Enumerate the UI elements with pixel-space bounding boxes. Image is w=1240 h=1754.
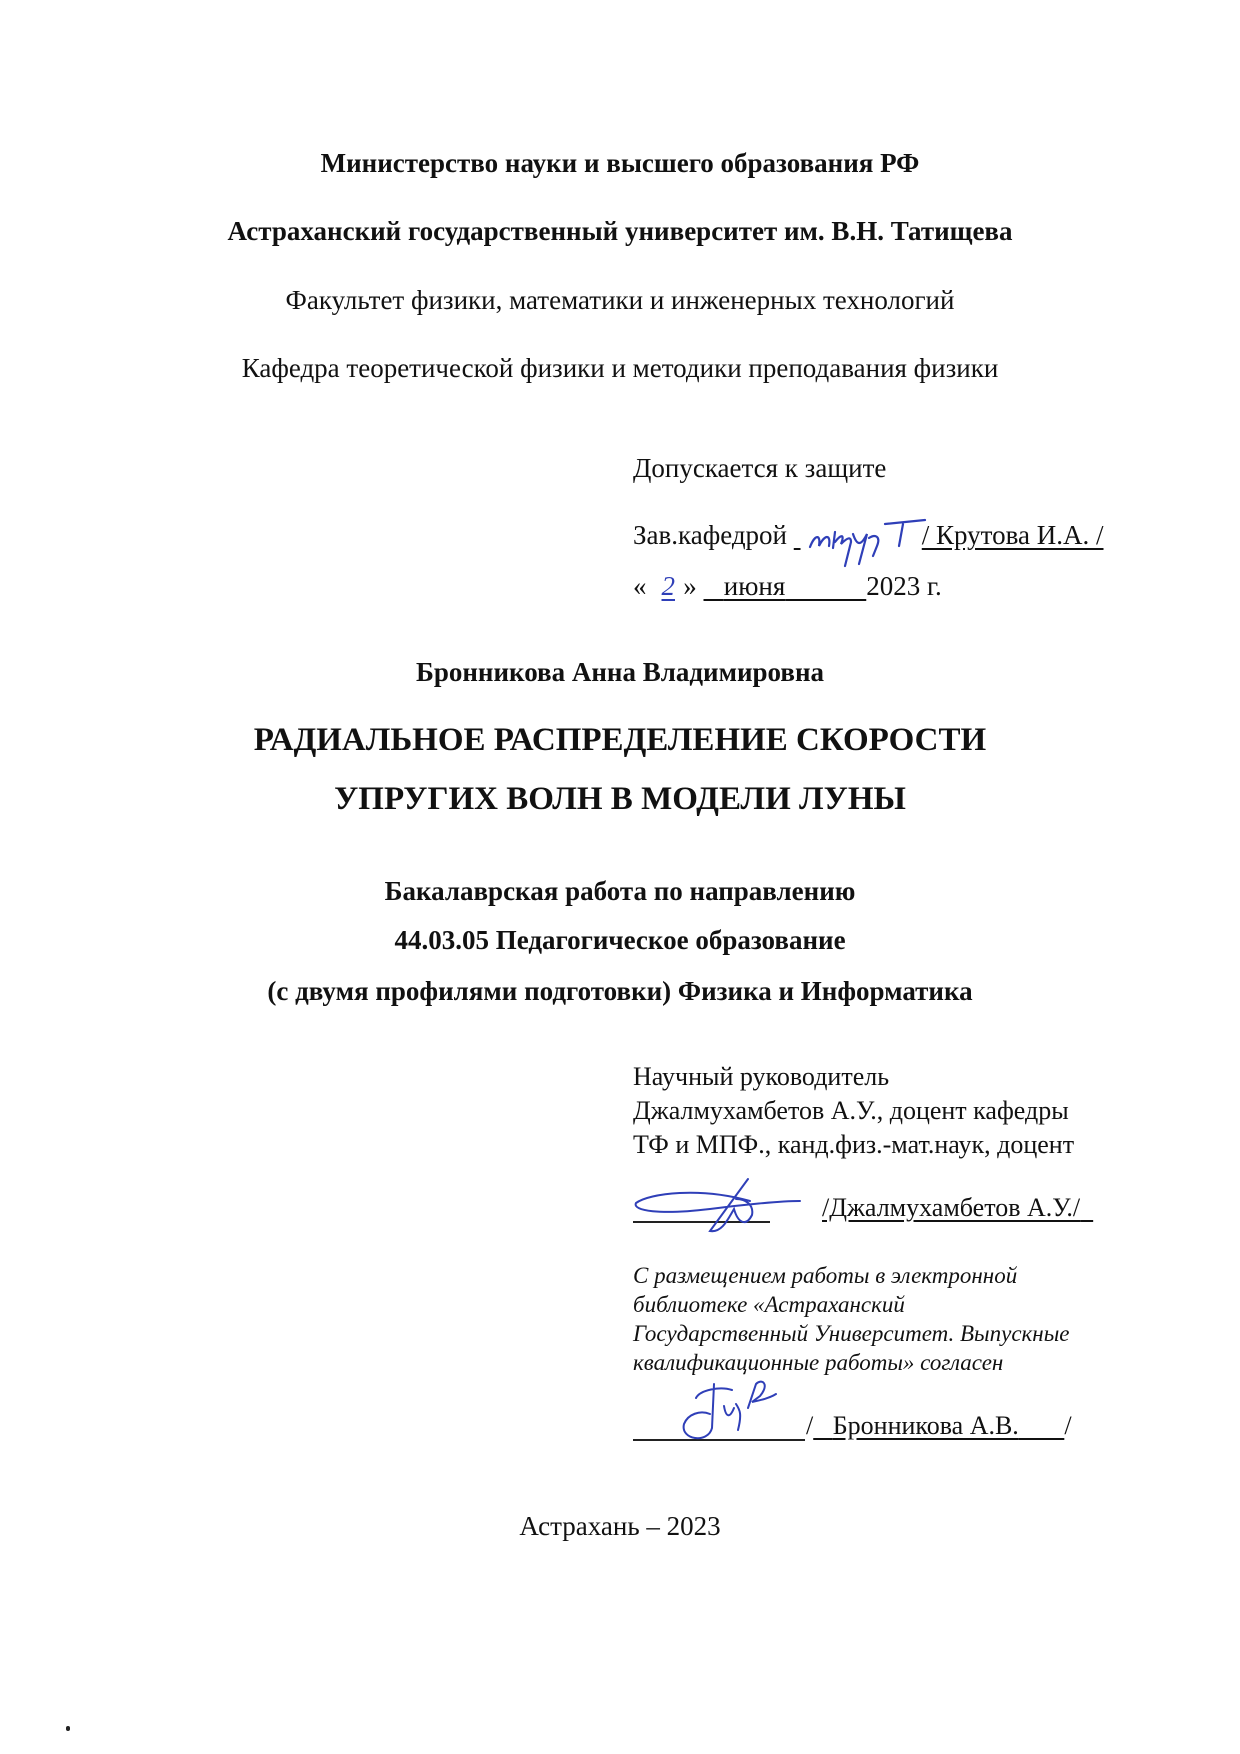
thesis-title-line-2: УПРУГИХ ВОЛН В МОДЕЛИ ЛУНЫ: [334, 781, 906, 817]
consent-line-2: библиотеке «Астраханский: [633, 1292, 905, 1317]
student-slash-1: /: [806, 1411, 814, 1440]
student-signature-name-line: [806, 1411, 1072, 1441]
city-year: Астрахань – 2023: [519, 1511, 721, 1541]
supervisor-name-text: /Джалмухамбетов А.У./: [822, 1193, 1081, 1222]
work-direction: 44.03.05 Педагогическое образование: [394, 925, 846, 955]
head-signature: [805, 512, 945, 572]
faculty-heading: Факультет физики, математики и инженерных технологий: [285, 285, 955, 315]
head-name: / Крутова И.А. /: [921, 520, 1104, 550]
university-heading: Астраханский государственный университет им. В.Н. Татищева: [227, 216, 1013, 246]
date-close-quote: »: [683, 571, 697, 601]
student-slash-2: /: [1064, 1411, 1072, 1440]
supervisor-info-2: ТФ и МПФ., канд.физ.-мат.наук, доцент: [633, 1130, 1075, 1159]
consent-line-3: Государственный Университет. Выпускные: [633, 1321, 1070, 1346]
student-signature: [670, 1378, 790, 1450]
date-month: [704, 571, 867, 601]
date-month-text: июня: [723, 571, 786, 601]
student-name-underlined: [813, 1411, 1064, 1440]
consent-line-4: квалификационные работы» согласен: [633, 1350, 1004, 1375]
consent-line-1: С размещением работы в электронной: [633, 1263, 1018, 1288]
date-day: 2: [661, 571, 675, 601]
department-heading: Кафедра теоретической физики и методики преподавания физики: [241, 353, 999, 383]
author-name: Бронникова Анна Владимировна: [415, 657, 825, 687]
head-label: Зав.кафедрой: [633, 520, 788, 550]
student-name: Бронникова А.В.: [832, 1411, 1019, 1440]
supervisor-info-1: Джалмухамбетов А.У., доцент кафедры: [633, 1096, 1069, 1125]
admitted-text: Допускается к защите: [633, 453, 887, 483]
approval-date: [633, 571, 942, 602]
thesis-title-line-1: РАДИАЛЬНОЕ РАСПРЕДЕЛЕНИЕ СКОРОСТИ: [253, 722, 987, 758]
date-year: 2023 г.: [866, 571, 942, 601]
supervisor-label: Научный руководитель: [633, 1062, 890, 1091]
supervisor-signature-name: [822, 1193, 1093, 1223]
date-open-quote: «: [633, 571, 647, 601]
work-type: Бакалаврская работа по направлению: [384, 876, 856, 906]
scan-speck: [66, 1726, 70, 1731]
supervisor-signature: [630, 1175, 810, 1237]
ministry-heading: Министерство науки и высшего образования РФ: [320, 148, 920, 178]
work-profiles: (с двумя профилями подготовки) Физика и Информатика: [267, 976, 973, 1006]
